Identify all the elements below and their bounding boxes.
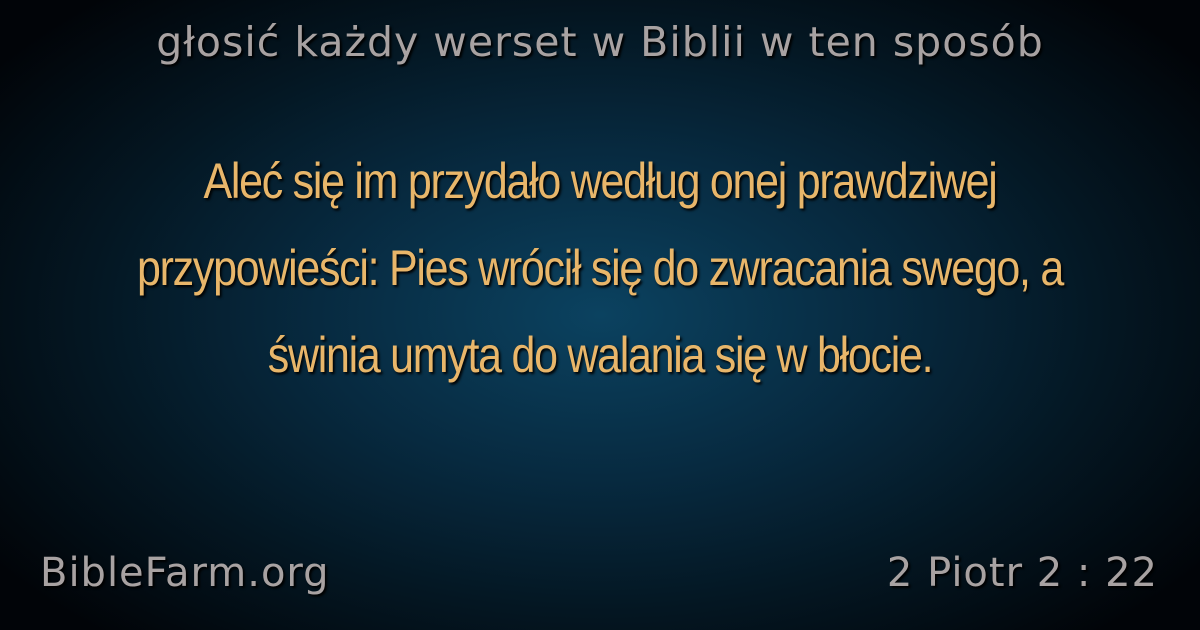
verse-text: Aleć się im przydało według onej prawdziwej przypowieści: Pies wrócił się do zwracania swego, a świnia umyta do walania się w błocie. [136,153,1064,383]
site-name: BibleFarm.org [40,550,330,596]
tagline: głosić każdy werset w Biblii w ten sposób [156,18,1044,66]
verse-reference: 2 Piotr 2 : 22 [886,550,1158,596]
